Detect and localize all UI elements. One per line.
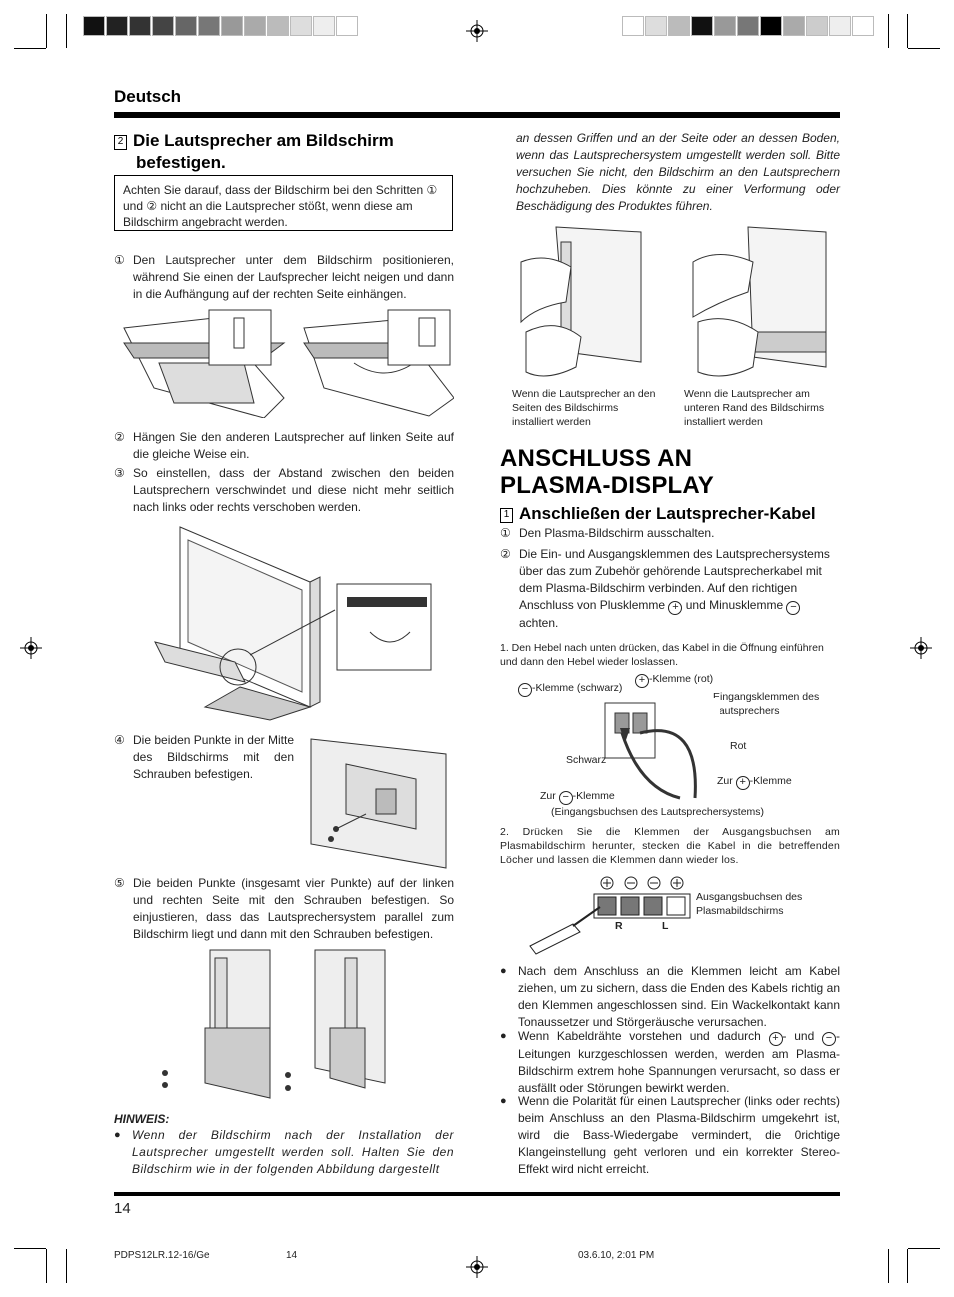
note-box: Achten Sie darauf, dass der Bildschirm bei den Schritten ① und ② nicht an die Lautsprecher stößt, wenn diese am Bildschirm angebracht werden. [114,175,453,231]
note-2: 2. Drücken Sie die Klemmen der Ausgangsbuchsen am Plasmabildschirm herunter, stecken die Kabel in die betreffenden Löcher und lassen die Klemmen dann wieder los. [500,826,840,866]
bullet-dot-icon: ● [500,1030,507,1042]
crop-mark [888,14,889,48]
hinweis-continued: an dessen Griffen und an der Seite oder an dessen Boden, wenn das Lautsprechersystem umgestellt werden soll. Bitte versuchen Sie nicht, den Bildschirm an den Lautsprechern hochzuheben. Dies könnte zu einer Verformung oder Beschädigung des Produktes führen. [516,131,840,213]
crop-mark [888,1249,889,1283]
minus-terminal-label: − -Klemme (schwarz) [518,681,622,697]
hinweis-text: Wenn der Bildschirm nach der Installation der Lautsprecher umgestellt werden soll. Halten Sie den Bildschirm wie in der folgenden Abbildung dargestellt [132,1128,454,1176]
crop-mark [14,1248,46,1249]
illustration-speaker-hang [114,308,454,418]
page-number: 14 [114,1200,131,1217]
step-4 [114,732,294,783]
crop-mark [908,48,940,49]
minus-icon: − [559,791,573,805]
crop-mark [66,1249,67,1283]
step-text: Den Plasma-Bildschirm ausschalten. [519,526,715,540]
registration-mark-icon [20,637,42,659]
step-number: ⑤ [114,876,125,890]
illustration-input-terminals [580,698,720,803]
step-number: ③ [114,466,125,480]
illustration-center-screws [306,734,448,870]
minus-icon: − [786,601,800,615]
illustration-lift-sides [516,222,646,388]
section-title-line2: befestigen. [136,153,226,172]
step-number: ② [500,547,511,561]
bullet-dot-icon: ● [500,965,507,977]
input-terminal-label: Eingangsklemmen des Lautsprechers [713,691,820,717]
step-2 [114,429,454,463]
footer-date: 03.6.10, 2:01 PM [578,1250,655,1261]
terminal-l-label: L [662,920,669,932]
illustration-output-terminals [528,874,693,956]
crop-mark [907,1249,908,1283]
crop-mark [46,1249,47,1283]
hinweis-bullet [114,1127,454,1178]
section-number: 1 [500,508,513,523]
color-bar-left [83,16,359,36]
bullet-dot-icon: ● [500,1095,507,1107]
zur-plus-label: Zur + -Klemme [717,775,792,788]
step-text: So einstellen, dass der Abstand zwischen den beiden Lautsprechern verschwindet und diese nicht mehr seitlich nach links oder rechts verschoben werden. [133,466,454,514]
connect-step-1 [500,525,840,542]
step-text: Hängen Sie den anderen Lautsprecher auf linken Seite auf die gleiche Weise ein. [133,430,454,461]
section-title: Anschließen der Lautsprecher-Kabel [519,504,816,523]
section-title-line1: Die Lautsprecher am Bildschirm [133,131,394,150]
terminal-r-label: R [615,920,623,932]
step-number: ① [114,253,125,267]
footer-file: PDPS12LR.12-16/Ge [114,1250,210,1261]
schwarz-label: Schwarz [566,754,607,766]
step-3 [114,465,454,516]
registration-mark-icon [910,637,932,659]
step-number: ④ [114,733,125,747]
main-title-line2: PLASMA-DISPLAY [500,472,714,499]
plus-terminal-label: + -Klemme (rot) [635,672,713,688]
bottom-rule [114,1192,840,1196]
plus-icon: + [635,674,649,688]
caption-lift-sides: Wenn die Lautsprecher an den Seiten des Bildschirms installiert werden [512,388,656,428]
step-1 [114,252,454,303]
crop-mark [66,14,67,48]
bullet-text: Wenn die Polarität für einen Lautsprecher (links oder rechts) beim Anschluss an den Plasma-Bildschirm umgekehrt ist, wird die Bass-Wiedergabe vermindert, die 0richtige Klangeinstellung geht verloren und ein korrekter Stereo-Effekt wird nicht erreicht. [518,1094,840,1176]
crop-mark [46,14,47,48]
section-heading-left [114,130,454,174]
output-sockets-label: Ausgangsbuchsen des Plasmabildschirms [696,891,803,917]
illustration-monitor-speakers [150,522,435,722]
section-heading-right [500,503,816,525]
main-title-line1: ANSCHLUSS AN [500,445,693,472]
footer-page: 14 [286,1250,298,1261]
plus-icon: + [668,601,682,615]
connect-step-2 [500,546,840,632]
bullet-dot-icon: ● [114,1129,122,1141]
plus-icon: + [769,1032,783,1046]
step-number: ② [114,430,125,444]
caption-lift-bottom: Wenn die Lautsprecher am unteren Rand des Bildschirms installiert werden [684,388,825,428]
color-bar-right [622,16,875,36]
step-text: Die Ein- und Ausgangsklemmen des Lautsprechersystems über das zum Zubehör gehörende Lautsprecherkabel mit dem Plasma-Bildschirm verbinden. Auf den richtigen Anschluss von Plusklemme + und Minusklemme − achten. [519,547,830,630]
registration-mark-icon [466,1256,488,1278]
illustration-lift-bottom [688,222,828,388]
crop-mark [907,14,908,48]
section-number: 2 [114,135,127,150]
top-rule [114,112,840,118]
plus-icon: + [736,776,750,790]
step-number: ① [500,526,511,540]
step-text: Den Lautsprecher unter dem Bildschirm positionieren, während Sie einen der Laufsprecher leicht neigen und dann in die Aufhängung auf der rechten Seite einhängen. [133,253,454,301]
step-text: Die beiden Punkte in der Mitte des Bildschirms mit den Schrauben befestigen. [133,733,294,781]
hinweis-title: HINWEIS: [114,1112,170,1126]
registration-mark-icon [466,20,488,42]
crop-mark [14,48,46,49]
language-heading: Deutsch [114,87,182,106]
illustration-side-screws [160,948,400,1108]
bullet-text: Wenn Kabeldrähte vorstehen und dadurch + - und − - Leitungen kurzgeschlossen werden, werden am Plasma-Bildschirm extrem hohe Spannungen verursacht, so dass er ausfällt oder Störungen bewirkt werden. [518,1029,840,1095]
rot-label: Rot [730,740,747,752]
bullet-1 [500,963,840,1031]
bullet-2 [500,1028,840,1097]
step-5 [114,875,454,943]
input-sockets-label: (Eingangsbuchsen des Lautsprechersystems) [551,806,765,818]
main-title [500,445,714,499]
bullet-text: Nach dem Anschluss an die Klemmen leicht am Kabel ziehen, um zu sichern, dass die Enden des Kabels richtig an den Klemmen angeschlossen sind. Ein Wackelkontakt kann Tonaussetzer und Störgeräusche verursachen. [518,964,840,1029]
note-1: 1. Den Hebel nach unten drücken, das Kabel in die Öffnung einführen und dann den Hebel wieder loslassen. [500,642,824,668]
minus-icon: − [822,1032,836,1046]
step-text: Die beiden Punkte (insgesamt vier Punkte) auf der linken und rechten Seite mit den Schrauben befestigen. So einjustieren, dass das Lautsprechersystem parallel zum Bildschirm liegt und dann mit den Schrauben befestigen. [133,876,454,941]
minus-icon: − [518,683,532,697]
zur-minus-label: Zur − -Klemme [540,790,615,803]
crop-mark [908,1248,940,1249]
bullet-3 [500,1093,840,1178]
